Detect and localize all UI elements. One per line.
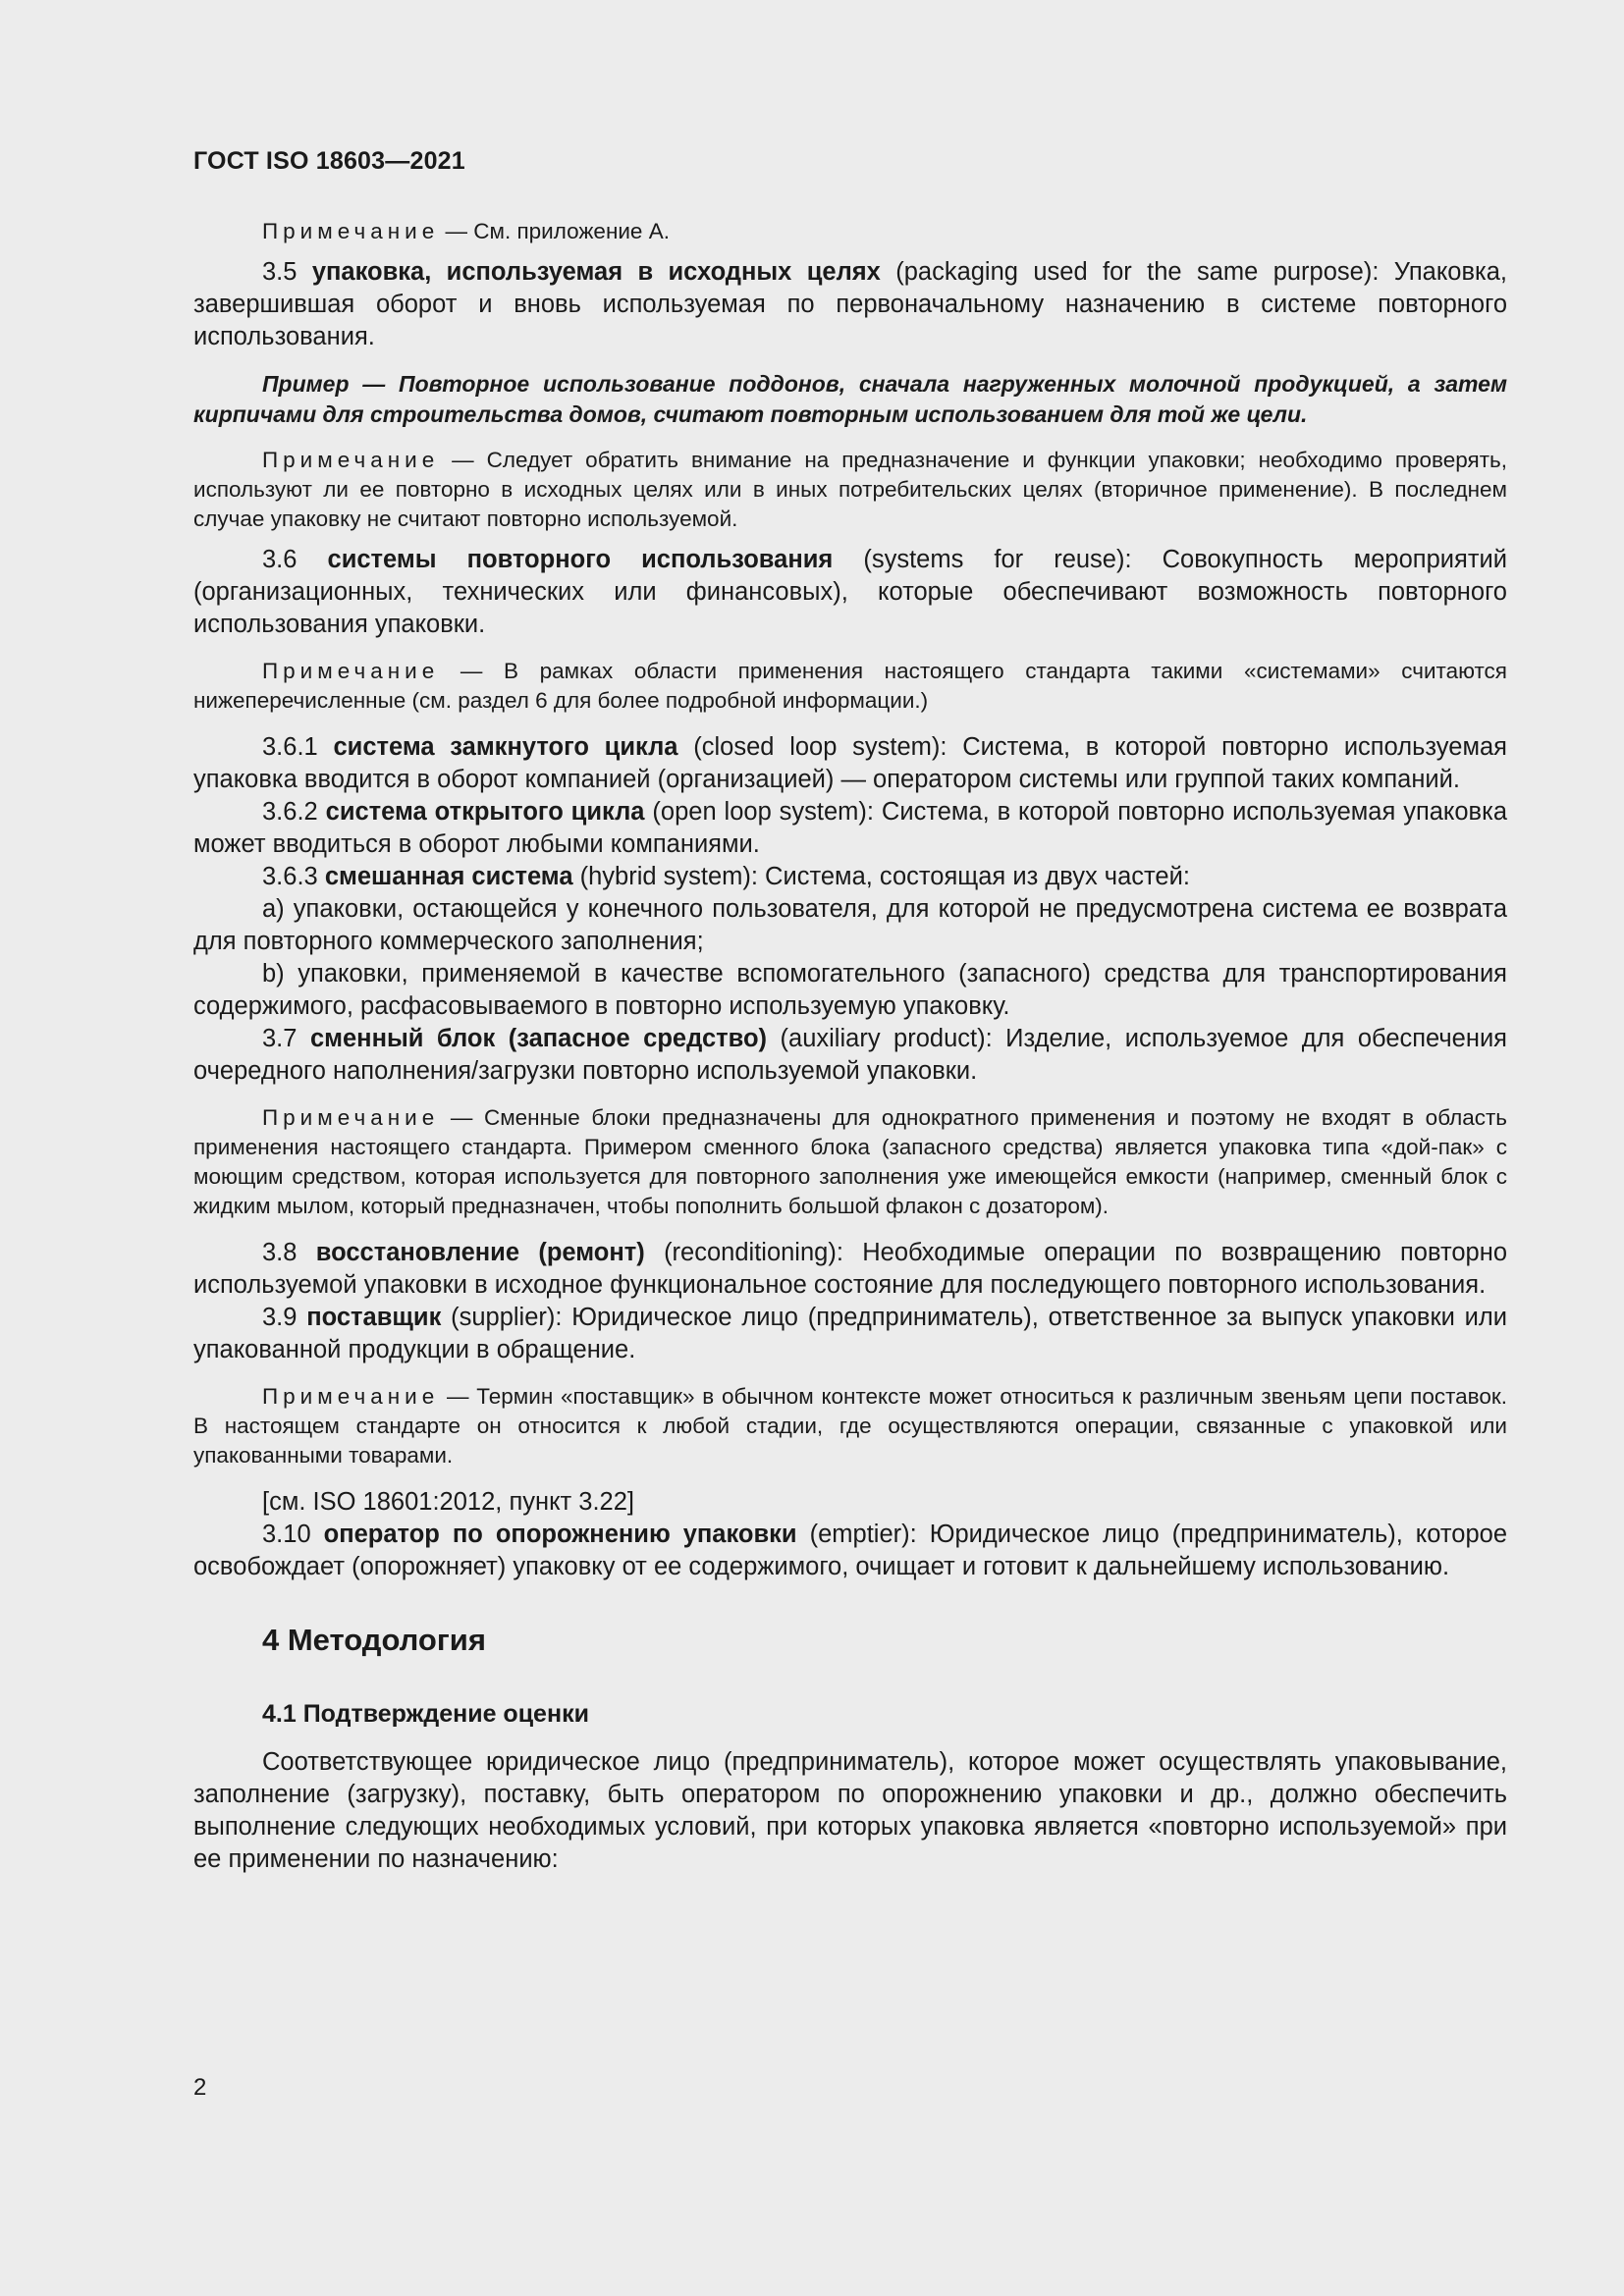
term-name: оператор по опорожнению упаковки [323,1521,797,1548]
term-3-6-3: 3.6.3 смешанная система (hybrid system): Система, состоящая из двух частей: [262,863,1190,890]
term-3-6-1: 3.6.1 система замкнутого цикла (closed loop system): Система, в которой повторно используемая упаковка вводится в оборот компанией (организацией) — оператором системы или группой таких компаний. [193,733,1507,793]
note-3-6: Примечание — В рамках области применения настоящего стандарта такими «системами» считаются нижеперечисленные (см. раздел 6 для более подробной информации.) [193,659,1507,713]
term-3-10: 3.10 оператор по опорожнению упаковки (emptier): Юридическое лицо (предприниматель), которое освобождает (опорожняет) упаковку от ее содержимого, очищает и готовит к дальнейшему использованию. [193,1521,1507,1580]
term-3-9: 3.9 поставщик (supplier): Юридическое лицо (предприниматель), ответственное за выпуск упаковки или упакованной продукции в обращение. [193,1304,1507,1363]
term-name: смешанная система [324,863,573,890]
term-name: система замкнутого цикла [333,733,678,761]
note-3-9: Примечание — Термин «поставщик» в обычном контексте может относиться к различным звеньям цепи поставок. В настоящем стандарте он относится к любой стадии, где осуществляются операции, связанные с упаковкой или упакованными товарами. [193,1384,1507,1468]
note-label: Примечание [262,659,440,683]
list-item-a: a) упаковки, остающейся у конечного пользователя, для которой не предусмотрена система ее возврата для повторного коммерческого заполнения; [193,895,1507,955]
subsection-heading-4-1: 4.1 Подтверждение оценки [262,1700,589,1728]
note-label: Примечание [262,1105,440,1130]
term-3-7: 3.7 сменный блок (запасное средство) (auxiliary product): Изделие, используемое для обеспечения очередного наполнения/загрузки повторно используемой упаковки. [193,1025,1507,1085]
note-label: Примечание [262,1384,440,1409]
example-3-5: Пример — Повторное использование поддонов, сначала нагруженных молочной продукцией, а затем кирпичами для строительства домов, считают повторным использованием для той же цели. [193,371,1507,427]
document-header: ГОСТ ISO 18603—2021 [193,147,465,175]
term-3-6-2: 3.6.2 система открытого цикла (open loop system): Система, в которой повторно используемая упаковка может вводиться в оборот любыми компаниями. [193,798,1508,858]
term-3-5: 3.5 упаковка, используемая в исходных целях (packaging used for the same purpose): Упаковка, завершившая оборот и вновь используемая по первоначальному назначению в системе повторного использования. [193,258,1507,350]
note-label: Примечание [262,448,440,472]
note-3-7: Примечание — Сменные блоки предназначены для однократного применения и поэтому не входят в область применения настоящего стандарта. Примером сменного блока (запасного средства) является упаковка типа «дой-пак» с моющим средством, которая используется для повторного заполнения уже имеющейся емкости (например, сменный блок с жидким мылом, который предназначен, чтобы пополнить большой флакон с дозатором). [193,1105,1507,1218]
term-name: сменный блок (запасное средство) [309,1025,768,1052]
note-appendix: Примечание — См. приложение А. [262,219,670,243]
term-3-6: 3.6 системы повторного использования (systems for reuse): Совокупность мероприятий (организационных, технических или финансовых), которые обеспечивают возможность повторного использования упаковки. [193,546,1507,638]
term-name: восстановление (ремонт) [315,1239,645,1266]
term-name: упаковка, используемая в исходных целях [311,258,881,286]
term-name: системы повторного использования [327,546,834,573]
reference-3-9: [см. ISO 18601:2012, пункт 3.22] [262,1488,635,1516]
note-3-5: Примечание — Следует обратить внимание на предназначение и функции упаковки; необходимо проверять, используют ли ее повторно в исходных целях или в иных потребительских целях (вторичное применение). В последнем случае упаковку не считают повторно используемой. [193,448,1507,531]
term-name: поставщик [306,1304,442,1331]
page-number: 2 [193,2074,207,2101]
list-item-b: b) упаковки, применяемой в качестве вспомогательного (запасного) средства для транспортирования содержимого, расфасовываемого в повторно используемую упаковку. [193,960,1507,1020]
note-label: Примечание [262,219,440,243]
section-heading-4: 4 Методология [262,1623,486,1657]
term-3-8: 3.8 восстановление (ремонт) (reconditioning): Необходимые операции по возвращению повторно используемой упаковки в исходное функциональное состояние для последующего повторного использования. [193,1239,1507,1299]
paragraph-4-1: Соответствующее юридическое лицо (предприниматель), которое может осуществлять упаковывание, заполнение (загрузку), поставку, быть оператором по опорожнению упаковки и др., должно обеспечить выполнение следующих необходимых условий, при которых упаковка является «повторно используемой» при ее применении по назначению: [193,1748,1507,1873]
term-name: система открытого цикла [325,798,645,826]
